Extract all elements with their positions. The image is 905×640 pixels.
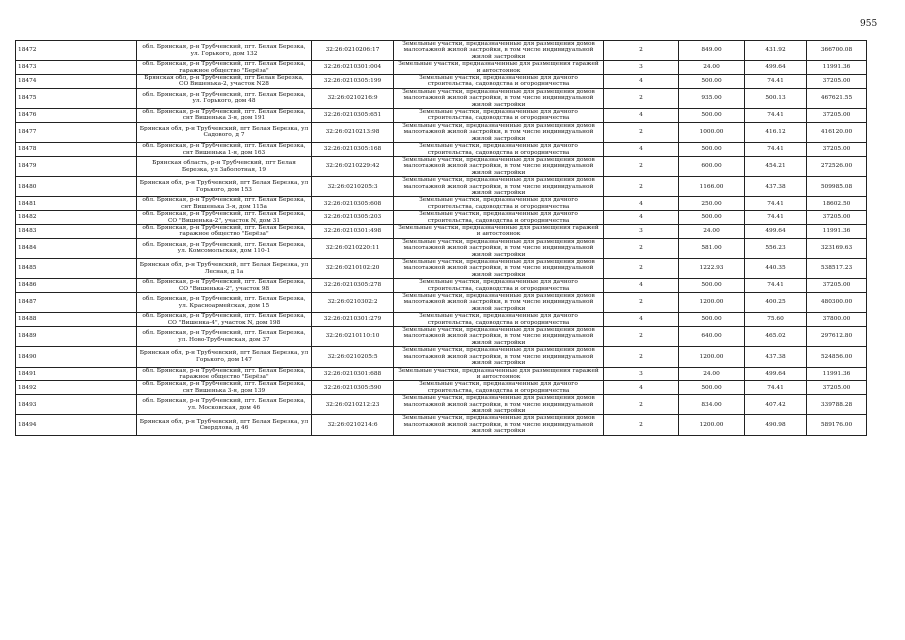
address-cell: обл. Брянская, р-н Трубчевский, пгт. Белая Березка, снт Вишенька 1-я, дом 163 (137, 143, 312, 157)
land-use-cell: Земельные участки, предназначенные для дачного строительства, садоводства и огородничества (394, 197, 604, 211)
group-code: 2 (604, 88, 679, 108)
table-row (16, 156, 867, 176)
area-cell: 24.00 (679, 224, 745, 238)
group-code: 4 (604, 381, 679, 395)
cadastral-number: 32:26:0210305:199 (312, 75, 394, 89)
record-number: 18485 (16, 259, 137, 279)
cadastral-value-cell: 11991.36 (807, 61, 867, 75)
specific-value-cell: 400.25 (745, 293, 807, 313)
address-cell: обл. Брянская, р-н Трубчевский, пгт. Белая Березка, ул. Горького, дом 132 (137, 41, 312, 61)
address-cell: обл. Брянская, р-н Трубчевский, пгт. Белая Березка, ул. Ново-Трубчевская, дом 37 (137, 327, 312, 347)
record-number: 18492 (16, 381, 137, 395)
record-number: 18491 (16, 367, 137, 381)
area-cell: 935.00 (679, 88, 745, 108)
address-cell: обл. Брянская, р-н Трубчевский, пгт. Белая Березка, ул. Московская, дом 46 (137, 395, 312, 415)
table-row (16, 367, 867, 381)
address-cell: Брянская обл, р-н Трубчевский, пгт Белая Березка, СО Вишенька-2, участок N28 (137, 75, 312, 89)
land-use-cell: Земельные участки, предназначенные для дачного строительства, садоводства и огородничества (394, 75, 604, 89)
land-use-cell: Земельные участки, предназначенные для размещения домов малоэтажной жилой застройки, в том числе индивидуальной жилой застройки (394, 238, 604, 258)
record-number: 18477 (16, 122, 137, 142)
group-code: 4 (604, 197, 679, 211)
specific-value-cell: 75.60 (745, 313, 807, 327)
area-cell: 849.00 (679, 41, 745, 61)
area-cell: 500.00 (679, 211, 745, 225)
record-number: 18478 (16, 143, 137, 157)
specific-value-cell: 454.21 (745, 156, 807, 176)
address-cell: обл. Брянская, р-н Трубчевский, пгт. Белая Березка, ул. Красноармейская, дом 15 (137, 293, 312, 313)
record-number: 18484 (16, 238, 137, 258)
land-use-cell: Земельные участки, предназначенные для размещения домов малоэтажной жилой застройки, в том числе индивидуальной жилой застройки (394, 259, 604, 279)
address-cell: Брянская обл, р-н Трубчевский, пгт Белая Березка, ул Горького, дом 153 (137, 177, 312, 197)
land-use-cell: Земельные участки, предназначенные для размещения домов малоэтажной жилой застройки, в том числе индивидуальной жилой застройки (394, 156, 604, 176)
cadastral-number: 32:26:0210301:004 (312, 61, 394, 75)
cadastral-value-cell: 589176.00 (807, 415, 867, 435)
record-number: 18493 (16, 395, 137, 415)
group-code: 4 (604, 143, 679, 157)
area-cell: 1222.93 (679, 259, 745, 279)
group-code: 3 (604, 224, 679, 238)
specific-value-cell: 499.64 (745, 367, 807, 381)
record-number: 18475 (16, 88, 137, 108)
table-row (16, 347, 867, 367)
group-code: 4 (604, 313, 679, 327)
table-row (16, 177, 867, 197)
area-cell: 500.00 (679, 109, 745, 123)
cadastral-number: 32:26:0210214:6 (312, 415, 394, 435)
cadastral-number: 32:26:0210110:10 (312, 327, 394, 347)
cadastral-number: 32:26:0210216:9 (312, 88, 394, 108)
group-code: 2 (604, 238, 679, 258)
record-number: 18481 (16, 197, 137, 211)
area-cell: 500.00 (679, 313, 745, 327)
group-code: 2 (604, 327, 679, 347)
cadastral-number: 32:26:0210301:498 (312, 224, 394, 238)
cadastral-number: 32:26:0210302:2 (312, 293, 394, 313)
cadastral-value-cell: 11991.36 (807, 367, 867, 381)
address-cell: обл. Брянская, р-н Трубчевский, пгт. Белая Березка, гаражное общество "Берёза" (137, 61, 312, 75)
land-use-cell: Земельные участки, предназначенные для размещения домов малоэтажной жилой застройки, в том числе индивидуальной жилой застройки (394, 327, 604, 347)
cadastral-value-cell: 297612.80 (807, 327, 867, 347)
cadastral-number: 32:26:0210229:42 (312, 156, 394, 176)
area-cell: 24.00 (679, 61, 745, 75)
cadastral-value-cell: 37205.00 (807, 109, 867, 123)
cadastral-number: 32:26:0210305:278 (312, 279, 394, 293)
area-cell: 1000.00 (679, 122, 745, 142)
area-cell: 640.00 (679, 327, 745, 347)
specific-value-cell: 407.42 (745, 395, 807, 415)
group-code: 2 (604, 347, 679, 367)
table-row (16, 109, 867, 123)
area-cell: 1200.00 (679, 415, 745, 435)
specific-value-cell: 440.35 (745, 259, 807, 279)
table-row (16, 41, 867, 61)
land-use-cell: Земельные участки, предназначенные для размещения домов малоэтажной жилой застройки, в том числе индивидуальной жилой застройки (394, 415, 604, 435)
cadastral-number: 32:26:0210205:5 (312, 347, 394, 367)
specific-value-cell: 490.98 (745, 415, 807, 435)
cadastral-number: 32:26:0210220:11 (312, 238, 394, 258)
area-cell: 500.00 (679, 381, 745, 395)
land-use-cell: Земельные участки, предназначенные для размещения домов малоэтажной жилой застройки, в том числе индивидуальной жилой застройки (394, 347, 604, 367)
record-number: 18474 (16, 75, 137, 89)
area-cell: 1200.00 (679, 293, 745, 313)
record-number: 18490 (16, 347, 137, 367)
cadastral-value-cell: 37205.00 (807, 211, 867, 225)
land-use-cell: Земельные участки, предназначенные для размещения домов малоэтажной жилой застройки, в том числе индивидуальной жилой застройки (394, 122, 604, 142)
address-cell: обл. Брянская, р-н Трубчевский, пгт. Белая Березка, гаражное общество "Берёза" (137, 367, 312, 381)
area-cell: 250.00 (679, 197, 745, 211)
group-code: 4 (604, 211, 679, 225)
address-cell: обл. Брянская, р-н Трубчевский, пгт. Белая Березка, гаражное общество "Берёза" (137, 224, 312, 238)
group-code: 2 (604, 156, 679, 176)
cadastral-number: 32:26:0210205:3 (312, 177, 394, 197)
table-row (16, 279, 867, 293)
group-code: 2 (604, 122, 679, 142)
table-row (16, 211, 867, 225)
group-code: 2 (604, 41, 679, 61)
specific-value-cell: 416.12 (745, 122, 807, 142)
cadastral-number: 32:26:0210301:688 (312, 367, 394, 381)
specific-value-cell: 499.64 (745, 224, 807, 238)
address-cell: Брянская область, р-н Трубчевский, пгт Белая Березка, ул Заболотная, 19 (137, 156, 312, 176)
table-row (16, 313, 867, 327)
cadastral-number: 32:26:0210102:20 (312, 259, 394, 279)
address-cell: Брянская обл, р-н Трубчевский, пгт Белая Березка, ул Горького, дом 147 (137, 347, 312, 367)
record-number: 18494 (16, 415, 137, 435)
land-use-cell: Земельные участки, предназначенные для размещения гаражей и автостоянок (394, 61, 604, 75)
land-use-cell: Земельные участки, предназначенные для дачного строительства, садоводства и огородничества (394, 279, 604, 293)
address-cell: обл. Брянская, р-н Трубчевский, пгт. Белая Березка, ул. Горького, дом 48 (137, 88, 312, 108)
record-number: 18488 (16, 313, 137, 327)
cadastral-value-cell: 272526.00 (807, 156, 867, 176)
table-row (16, 327, 867, 347)
group-code: 4 (604, 109, 679, 123)
land-use-cell: Земельные участки, предназначенные для размещения домов малоэтажной жилой застройки, в том числе индивидуальной жилой застройки (394, 293, 604, 313)
record-number: 18473 (16, 61, 137, 75)
cadastral-number: 32:26:0210305:590 (312, 381, 394, 395)
table-row (16, 415, 867, 435)
address-cell: обл. Брянская, р-н Трубчевский, пгт. Белая Березка, СО "Вишенька-2", участок 98 (137, 279, 312, 293)
table-row (16, 75, 867, 89)
land-use-cell: Земельные участки, предназначенные для размещения домов малоэтажной жилой застройки, в том числе индивидуальной жилой застройки (394, 88, 604, 108)
area-cell: 1166.00 (679, 177, 745, 197)
address-cell: Брянская обл, р-н Трубчевский, пгт Белая Березка, ул Садового, д 7 (137, 122, 312, 142)
specific-value-cell: 74.41 (745, 197, 807, 211)
table-body (16, 41, 867, 436)
address-cell: обл. Брянская, р-н Трубчевский, пгт. Белая Березка, снт Вишенька 3-я, дом 191 (137, 109, 312, 123)
record-number: 18482 (16, 211, 137, 225)
group-code: 2 (604, 177, 679, 197)
record-number: 18483 (16, 224, 137, 238)
area-cell: 24.00 (679, 367, 745, 381)
area-cell: 500.00 (679, 279, 745, 293)
record-number: 18479 (16, 156, 137, 176)
cadastral-number: 32:26:0210305:608 (312, 197, 394, 211)
cadastral-value-cell: 416120.00 (807, 122, 867, 142)
record-number: 18472 (16, 41, 137, 61)
area-cell: 500.00 (679, 75, 745, 89)
land-use-cell: Земельные участки, предназначенные для размещения домов малоэтажной жилой застройки, в том числе индивидуальной жилой застройки (394, 177, 604, 197)
land-use-cell: Земельные участки, предназначенные для дачного строительства, садоводства и огородничества (394, 381, 604, 395)
specific-value-cell: 437.38 (745, 177, 807, 197)
land-use-cell: Земельные участки, предназначенные для дачного строительства, садоводства и огородничества (394, 109, 604, 123)
cadastral-value-cell: 37205.00 (807, 75, 867, 89)
group-code: 3 (604, 61, 679, 75)
record-number: 18487 (16, 293, 137, 313)
table-row (16, 381, 867, 395)
cadastral-number: 32:26:0210213:98 (312, 122, 394, 142)
cadastral-number: 32:26:0210305:203 (312, 211, 394, 225)
land-use-cell: Земельные участки, предназначенные для размещения гаражей и автостоянок (394, 224, 604, 238)
specific-value-cell: 465.02 (745, 327, 807, 347)
page-number: 955 (860, 19, 878, 29)
cadastral-value-cell: 339788.28 (807, 395, 867, 415)
cadastral-value-cell: 37205.00 (807, 381, 867, 395)
record-number: 18480 (16, 177, 137, 197)
group-code: 2 (604, 259, 679, 279)
area-cell: 834.00 (679, 395, 745, 415)
land-use-cell: Земельные участки, предназначенные для размещения гаражей и автостоянок (394, 367, 604, 381)
address-cell: обл. Брянская, р-н Трубчевский, пгт. Белая Березка, СО "Вишенька-2", участок N, дом 31 (137, 211, 312, 225)
group-code: 2 (604, 395, 679, 415)
group-code: 2 (604, 293, 679, 313)
table-row (16, 61, 867, 75)
cadastral-value-cell: 37205.00 (807, 279, 867, 293)
cadastral-number: 32:26:0210301:279 (312, 313, 394, 327)
land-use-cell: Земельные участки, предназначенные для дачного строительства, садоводства и огородничества (394, 313, 604, 327)
land-use-cell: Земельные участки, предназначенные для размещения домов малоэтажной жилой застройки, в том числе индивидуальной жилой застройки (394, 395, 604, 415)
cadastral-number: 32:26:0210305:651 (312, 109, 394, 123)
specific-value-cell: 74.41 (745, 143, 807, 157)
table-row (16, 88, 867, 108)
area-cell: 581.00 (679, 238, 745, 258)
specific-value-cell: 74.41 (745, 279, 807, 293)
land-use-cell: Земельные участки, предназначенные для дачного строительства, садоводства и огородничества (394, 211, 604, 225)
area-cell: 1200.00 (679, 347, 745, 367)
specific-value-cell: 74.41 (745, 211, 807, 225)
record-number: 18476 (16, 109, 137, 123)
specific-value-cell: 431.92 (745, 41, 807, 61)
record-number: 18486 (16, 279, 137, 293)
cadastral-value-cell: 480300.00 (807, 293, 867, 313)
cadastral-value-cell: 366700.08 (807, 41, 867, 61)
specific-value-cell: 74.41 (745, 109, 807, 123)
specific-value-cell: 500.13 (745, 88, 807, 108)
cadastral-value-cell: 323169.63 (807, 238, 867, 258)
table-row (16, 293, 867, 313)
address-cell: Брянская обл, р-н Трубчевский, пгт Белая Березка, ул Лесная, д 1а (137, 259, 312, 279)
cadastral-value-cell: 538517.23 (807, 259, 867, 279)
area-cell: 500.00 (679, 143, 745, 157)
specific-value-cell: 74.41 (745, 75, 807, 89)
record-number: 18489 (16, 327, 137, 347)
land-registry-table (15, 40, 867, 436)
cadastral-number: 32:26:0210206:17 (312, 41, 394, 61)
specific-value-cell: 437.38 (745, 347, 807, 367)
address-cell: обл. Брянская, р-н Трубчевский, пгт. Белая Березка, снт Вишенька 3-я, дом 139 (137, 381, 312, 395)
area-cell: 600.00 (679, 156, 745, 176)
address-cell: обл. Брянская, р-н Трубчевский, пгт. Белая Березка, ул. Комсомольская, дом 110-1 (137, 238, 312, 258)
group-code: 2 (604, 415, 679, 435)
specific-value-cell: 499.64 (745, 61, 807, 75)
land-use-cell: Земельные участки, предназначенные для размещения домов малоэтажной жилой застройки, в том числе индивидуальной жилой застройки (394, 41, 604, 61)
address-cell: обл. Брянская, р-н Трубчевский, пгт. Белая Березка, снт Вишенька 3-я, дом 115а (137, 197, 312, 211)
group-code: 3 (604, 367, 679, 381)
table-row (16, 395, 867, 415)
group-code: 4 (604, 75, 679, 89)
cadastral-value-cell: 524856.00 (807, 347, 867, 367)
table-row (16, 122, 867, 142)
cadastral-value-cell: 11991.36 (807, 224, 867, 238)
specific-value-cell: 74.41 (745, 381, 807, 395)
cadastral-value-cell: 37205.00 (807, 143, 867, 157)
land-use-cell: Земельные участки, предназначенные для дачного строительства, садоводства и огородничества (394, 143, 604, 157)
group-code: 4 (604, 279, 679, 293)
cadastral-value-cell: 18602.50 (807, 197, 867, 211)
table-row (16, 224, 867, 238)
table-row (16, 238, 867, 258)
table-row (16, 143, 867, 157)
cadastral-value-cell: 509985.08 (807, 177, 867, 197)
table-row (16, 197, 867, 211)
table-row (16, 259, 867, 279)
specific-value-cell: 556.23 (745, 238, 807, 258)
cadastral-value-cell: 467621.55 (807, 88, 867, 108)
address-cell: обл. Брянская, р-н Трубчевский, пгт. Белая Березка, СО "Вишенка-4", участок N, дом 198 (137, 313, 312, 327)
cadastral-value-cell: 37800.00 (807, 313, 867, 327)
address-cell: Брянская обл, р-н Трубчевский, пгт Белая Березка, ул Свердлова, д 46 (137, 415, 312, 435)
cadastral-number: 32:26:0210305:168 (312, 143, 394, 157)
cadastral-number: 32:26:0210212:23 (312, 395, 394, 415)
